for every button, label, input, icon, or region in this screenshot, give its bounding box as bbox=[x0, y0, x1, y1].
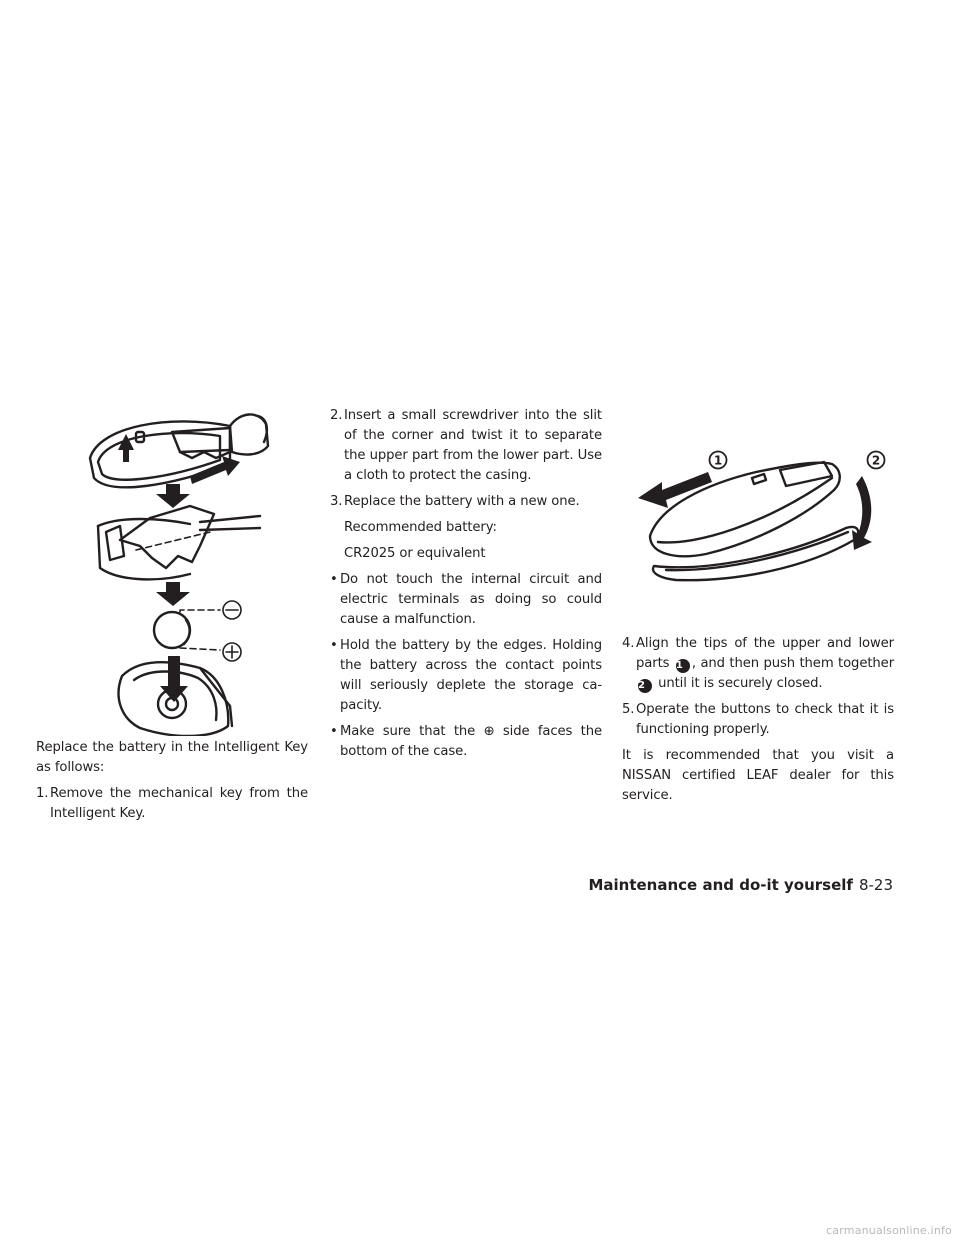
step-2 bbox=[330, 406, 602, 486]
plus-terminal-icon: ⊕ bbox=[483, 724, 495, 739]
callout-2 bbox=[868, 452, 885, 469]
service-note: It is recommended that you visit a NISSAN certified LEAF dealer for this service. bbox=[622, 748, 894, 803]
page-number: 8-23 bbox=[858, 876, 893, 894]
intro-text: Replace the battery in the Intelligent Key as follows: bbox=[36, 740, 308, 775]
svg-text:2: 2 bbox=[871, 453, 881, 468]
recommended-battery-value: CR2025 or equivalent bbox=[344, 546, 486, 561]
step-number: 4. bbox=[622, 636, 635, 651]
recommended-battery-label: Recommended battery: bbox=[344, 520, 497, 535]
lower-case bbox=[653, 527, 858, 580]
watermark: carmanualsonline.info bbox=[826, 1224, 952, 1237]
step-number: 2. bbox=[330, 408, 343, 423]
step-text: Remove the mechanical key from the Intelligent Key. bbox=[50, 786, 308, 821]
plus-symbol-icon bbox=[223, 643, 241, 661]
page-footer bbox=[588, 876, 893, 894]
arrow-down-icon bbox=[156, 582, 190, 606]
step-text: Insert a small screwdriver into the slit of the corner and twist it to separate the upper part from the lower part. Use a cloth to protect the casing. bbox=[344, 408, 602, 483]
minus-symbol-icon bbox=[223, 601, 241, 619]
step-5 bbox=[622, 700, 894, 740]
step-3 bbox=[330, 492, 602, 512]
curved-arrow-down-icon bbox=[852, 476, 872, 550]
bullet-item bbox=[330, 570, 602, 630]
arrow-right-icon bbox=[190, 456, 240, 484]
step-number: 1. bbox=[36, 786, 49, 801]
lower-case-tray bbox=[119, 662, 232, 736]
step-1 bbox=[36, 784, 308, 824]
middle-column bbox=[330, 406, 602, 768]
bullet-dot-icon: • bbox=[330, 638, 338, 653]
svg-text:1: 1 bbox=[713, 453, 723, 468]
callout-2-icon: 2 bbox=[638, 679, 652, 693]
bullet-text: Do not touch the internal circuit and electric terminals as doing so could cause a malfunction. bbox=[340, 572, 602, 627]
left-column bbox=[36, 738, 308, 830]
step-text: Operate the buttons to check that it is functioning properly. bbox=[636, 702, 894, 737]
step-number: 5. bbox=[622, 702, 635, 717]
step-4 bbox=[622, 634, 894, 694]
key-fob-top-view bbox=[90, 414, 268, 487]
callout-1-icon: 1 bbox=[676, 659, 690, 673]
bullet-text-before: Make sure that the bbox=[340, 724, 476, 739]
callout-1 bbox=[710, 452, 727, 469]
case-assembly-illustration bbox=[636, 446, 896, 591]
right-column bbox=[622, 634, 894, 812]
step-number: 3. bbox=[330, 494, 343, 509]
bullet-item bbox=[330, 636, 602, 716]
bullet-dot-icon: • bbox=[330, 724, 338, 739]
arrow-down-icon bbox=[156, 484, 190, 508]
step-text: Align the tips of the upper and lower parts bbox=[636, 636, 894, 671]
step-text: , and then push them together bbox=[691, 656, 895, 671]
bullet-text: Hold the battery by the edges. Holding the battery across the contact points will seriously deplete the storage ca-pacity. bbox=[340, 638, 602, 713]
battery-replacement-illustration bbox=[80, 406, 310, 736]
coin-battery bbox=[154, 610, 220, 650]
bullet-text-after: side faces the bottom of the case. bbox=[340, 724, 603, 759]
case-separation-view bbox=[98, 506, 260, 579]
step-text: Replace the battery with a new one. bbox=[344, 494, 580, 509]
bullet-dot-icon: • bbox=[330, 572, 338, 587]
section-title: Maintenance and do-it yourself bbox=[588, 876, 853, 894]
step-text: until it is securely closed. bbox=[658, 676, 823, 691]
bullet-item bbox=[330, 722, 602, 762]
